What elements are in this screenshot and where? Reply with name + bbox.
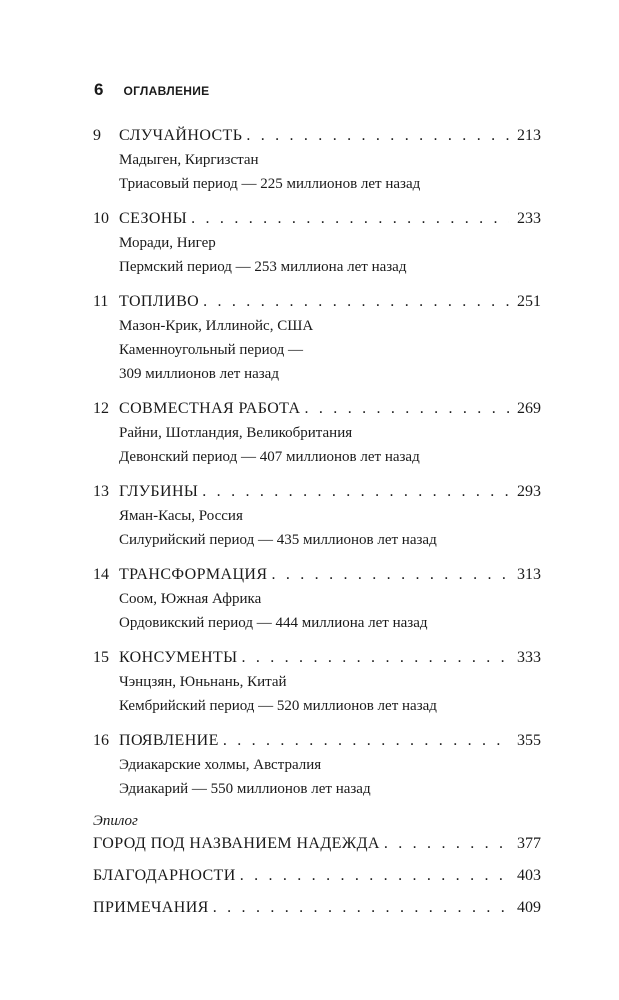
toc-entry-chapter-15[interactable] xyxy=(93,646,541,718)
toc-entry-acknowledgements[interactable] xyxy=(93,864,541,888)
chapter-title[interactable]: ПОЯВЛЕНИЕ xyxy=(119,732,219,749)
dot-leader xyxy=(384,832,509,856)
chapter-number: 9 xyxy=(93,127,101,144)
notes-title[interactable]: ПРИМЕЧАНИЯ xyxy=(93,899,209,916)
chapter-period: Девонский период — 407 миллионов лет назад xyxy=(119,449,420,465)
table-of-contents xyxy=(93,124,541,928)
acknowledgements-title[interactable]: БЛАГОДАРНОСТИ xyxy=(93,867,236,884)
chapter-period: Силурийский период — 435 миллионов лет назад xyxy=(119,532,437,548)
toc-entry-chapter-13[interactable] xyxy=(93,480,541,552)
toc-entry-chapter-14[interactable] xyxy=(93,563,541,635)
chapter-place: Райни, Шотландия, Великобритания xyxy=(119,425,353,441)
chapter-title[interactable]: КОНСУМЕНТЫ xyxy=(119,649,238,666)
chapter-title[interactable]: СЕЗОНЫ xyxy=(119,210,188,227)
toc-entry-chapter-10[interactable] xyxy=(93,207,541,279)
dot-leader xyxy=(213,896,509,920)
chapter-period: Триасовый период — 225 миллионов лет назад xyxy=(119,176,421,192)
epilogue-label: Эпилог xyxy=(93,813,138,829)
chapter-title[interactable]: СЛУЧАЙНОСТЬ xyxy=(119,127,243,144)
section-title: ОГЛАВЛЕНИЕ xyxy=(123,84,210,98)
toc-entry-chapter-16[interactable] xyxy=(93,729,541,801)
chapter-number: 14 xyxy=(93,566,109,583)
chapter-number: 10 xyxy=(93,210,109,227)
chapter-period: Пермский период — 253 миллиона лет назад xyxy=(119,259,407,275)
chapter-title[interactable]: ТРАНСФОРМАЦИЯ xyxy=(119,566,268,583)
running-head xyxy=(94,80,209,100)
chapter-number: 16 xyxy=(93,732,109,749)
page-ref: 403 xyxy=(517,867,541,884)
page-ref: 333 xyxy=(517,649,541,666)
chapter-title[interactable]: ГЛУБИНЫ xyxy=(119,483,199,500)
toc-entry-chapter-9[interactable] xyxy=(93,124,541,196)
chapter-number: 12 xyxy=(93,400,109,417)
page-ref: 293 xyxy=(517,483,541,500)
chapter-place: Яман-Касы, Россия xyxy=(119,508,243,524)
toc-entry-chapter-12[interactable] xyxy=(93,397,541,469)
dot-leader xyxy=(246,124,509,148)
chapter-number: 15 xyxy=(93,649,109,666)
dot-leader xyxy=(241,646,509,670)
dot-leader xyxy=(305,397,510,421)
page-ref: 233 xyxy=(517,210,541,227)
chapter-period: Эдиакарий — 550 миллионов лет назад xyxy=(119,781,371,797)
toc-entry-notes[interactable] xyxy=(93,896,541,920)
chapter-number: 13 xyxy=(93,483,109,500)
dot-leader xyxy=(191,207,509,231)
page-ref: 251 xyxy=(517,293,541,310)
chapter-place: Чэнцзян, Юньнань, Китай xyxy=(119,674,287,690)
chapter-place: Мадыген, Киргизстан xyxy=(119,152,259,168)
chapter-place: Эдиакарские холмы, Австралия xyxy=(119,757,322,773)
page-ref: 409 xyxy=(517,899,541,916)
chapter-place: Соом, Южная Африка xyxy=(119,591,262,607)
page-number: 6 xyxy=(94,80,104,99)
page-ref: 269 xyxy=(517,400,541,417)
dot-leader xyxy=(240,864,509,888)
chapter-period: Каменноугольный период — xyxy=(119,342,304,358)
chapter-place: Мазон-Крик, Иллинойс, США xyxy=(119,318,314,334)
chapter-period: Ордовикский период — 444 миллиона лет назад xyxy=(119,615,428,631)
chapter-period: Кембрийский период — 520 миллионов лет назад xyxy=(119,698,437,714)
toc-entry-chapter-11[interactable] xyxy=(93,290,541,386)
dot-leader xyxy=(202,480,509,504)
dot-leader xyxy=(271,563,509,587)
chapter-title[interactable]: СОВМЕСТНАЯ РАБОТА xyxy=(119,400,301,417)
page-ref: 377 xyxy=(517,835,541,852)
page-ref: 313 xyxy=(517,566,541,583)
chapter-number: 11 xyxy=(93,293,109,310)
chapter-place: Моради, Нигер xyxy=(119,235,216,251)
chapter-title[interactable]: ТОПЛИВО xyxy=(119,293,200,310)
toc-entry-epilogue[interactable] xyxy=(93,832,541,856)
page-ref: 213 xyxy=(517,127,541,144)
dot-leader xyxy=(223,729,509,753)
chapter-period-continued: 309 миллионов лет назад xyxy=(119,366,279,382)
epilogue-title[interactable]: ГОРОД ПОД НАЗВАНИЕМ НАДЕЖДА xyxy=(93,835,380,852)
dot-leader xyxy=(203,290,509,314)
page-ref: 355 xyxy=(517,732,541,749)
